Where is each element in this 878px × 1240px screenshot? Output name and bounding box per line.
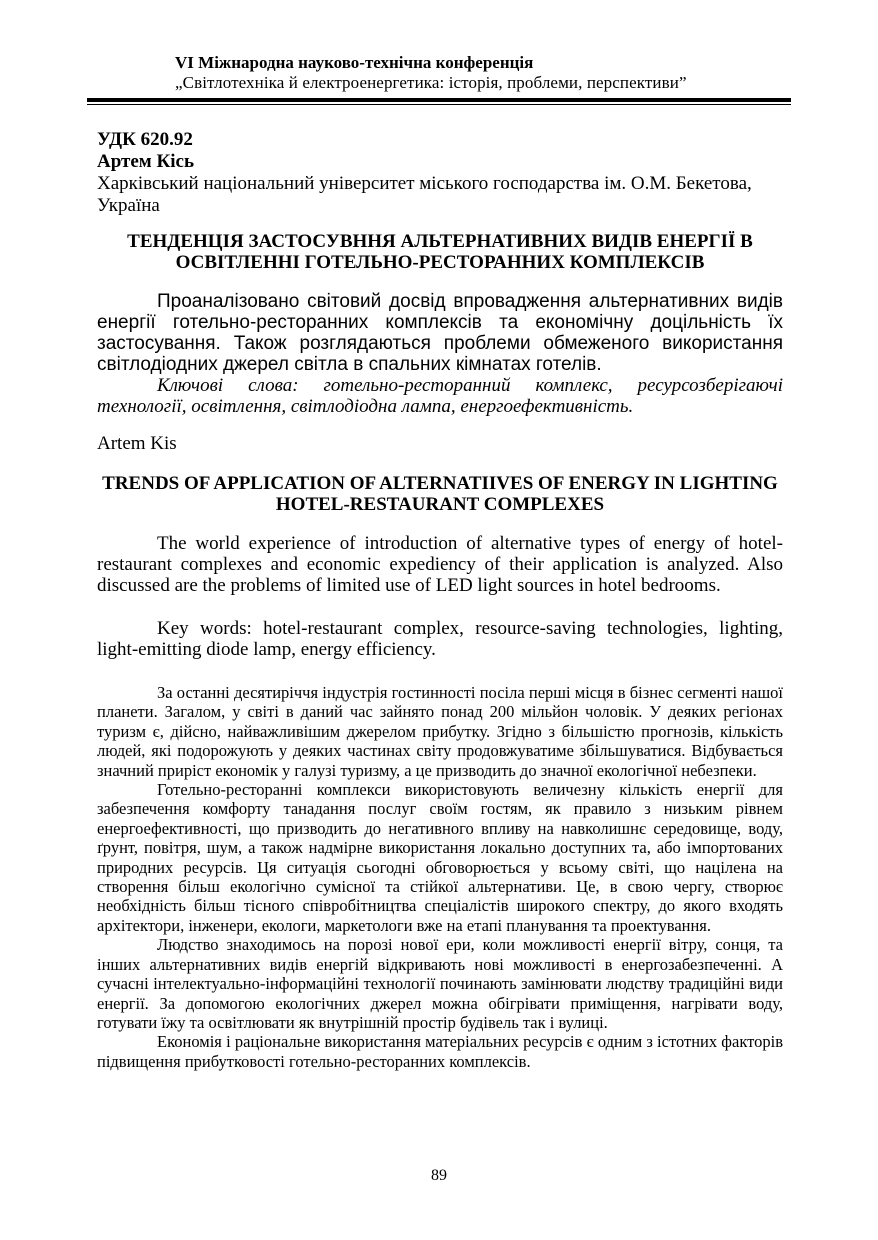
title-ua: ТЕНДЕНЦІЯ ЗАСТОСУВННЯ АЛЬТЕРНАТИВНИХ ВИДІВ ЕНЕРГІЇ В ОСВІТЛЕННІ ГОТЕЛЬНО-РЕСТОРАННИХ КОМПЛЕКСІВ <box>127 231 753 273</box>
body-text <box>97 683 783 1071</box>
body-paragraph: Людство знаходимось на порозі нової ери, коли можливості енергії вітру, сонця, та інших альтернативних видів енергій відкривають нові можливості в енергозабезпеченні. А сучасні інтелектуально-інформаційні технології починають замінювати людству традиційні види енергії. За допомогою екологічних джерел можна обігрівати приміщення, нагрівати воду, готувати їжу та освітлювати як внутрішній простір будівель так і вулиці. <box>97 935 783 1032</box>
body-paragraph: За останні десятиріччя індустрія гостинності посіла перші місця в бізнес сегменті нашої планети. Загалом, у світі в даний час зайнято понад 200 мільйон чоловік. У деяких регіонах туризм є, дійсно, найважливішим джерелом прибутку. Згідно з більшістю прогнозів, кількість людей, які подорожують у деяких частинах світу продовжуватиме збільшуватися. Відбувається значний приріст економік у галузі туризму, а це призводить до значної екологічної небезпеки. <box>97 683 783 780</box>
udk-code: УДК 620.92 <box>97 129 193 150</box>
title-en: TRENDS OF APPLICATION OF ALTERNATIIVES OF ENERGY IN LIGHTING HOTEL-RESTAURANT COMPLEXES <box>102 473 778 515</box>
conference-title: VI Міжнародна науково-технічна конференція <box>175 53 534 72</box>
affiliation: Харківський національний університет міського господарства ім. О.М. Бекетова, Україна <box>97 173 752 216</box>
header-rule-thin <box>87 104 791 105</box>
page-number: 89 <box>431 1167 447 1184</box>
body-paragraph: Готельно-ресторанні комплекси використовують величезну кількість енергії для забезпечення комфорту танадання послуг своїм гостям, як правило з низьким рівнем енергоефективності, що призводить до негативного впливу на навколишнє середовище, воду, ґрунт, повітря, шум, а також надмірне використання локально доступних та, або імпортованих природних ресурсів. Ця ситуація сьогодні обговорюється у всьому світі, що націлена на створення більш екологічно сумісної та стійкої альтернативи. Це, в свою чергу, створює необхідність більш тісного співробітництва спеціалістів широкого спектру, до якого входять архітектори, інженери, екологи, маркетологи вже на етапі планування та проектування. <box>97 780 783 935</box>
body-paragraph: Економія і раціональне використання матеріальних ресурсів є одним з істотних факторів підвищення прибутковості готельно-ресторанних комплексів. <box>97 1032 783 1071</box>
author-en: Artem Kis <box>97 433 177 454</box>
header-rule-thick <box>87 98 791 102</box>
keywords-ua: Ключові слова: готельно-ресторанний комплекс, ресурсозберігаючі технології, освітлення, світлодіодна лампа, енергоефективність. <box>97 375 783 417</box>
keywords-en: Key words: hotel-restaurant complex, resource-saving technologies, lighting, light-emitting diode lamp, energy efficiency. <box>97 618 783 660</box>
abstract-en: The world experience of introduction of alternative types of energy of hotel-restaurant complexes and economic expediency of their application is analyzed. Also discussed are the problems of limited use of LED light sources in hotel bedrooms. <box>97 533 783 596</box>
conference-subtitle: „Світлотехніка й електроенергетика: історія, проблеми, перспективи” <box>175 73 687 92</box>
abstract-ua: Проаналізовано світовий досвід впровадження альтернативних видів енергії готельно-ресторанних комплексів та економічну доцільність їх застосування. Також розглядаються проблеми обмеженого використання світлодіодних джерел світла в спальних кімнатах готелів. <box>97 291 783 375</box>
author-ua: Артем Кісь <box>97 151 195 172</box>
